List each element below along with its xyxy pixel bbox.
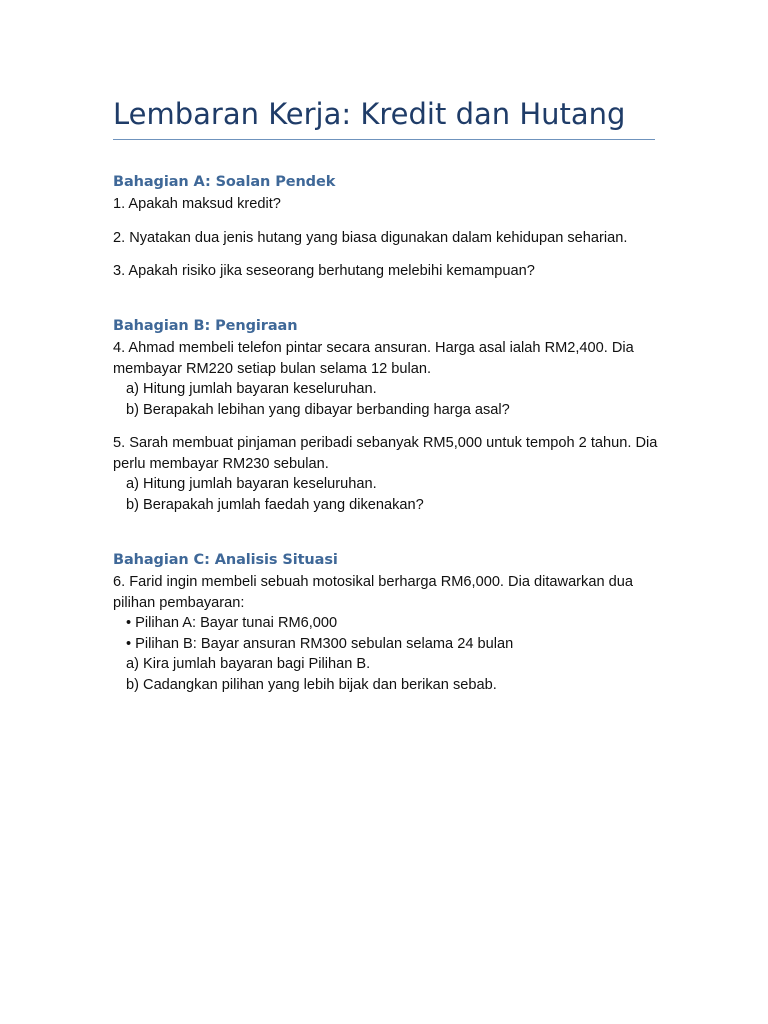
question-4-part-a: a) Hitung jumlah bayaran keseluruhan. bbox=[126, 381, 377, 397]
section-a bbox=[113, 171, 658, 282]
question-6-part-a: a) Kira jumlah bayaran bagi Pilihan B. bbox=[126, 656, 371, 672]
question-6-option-b: • Pilihan B: Bayar ansuran RM300 sebulan selama 24 bulan bbox=[126, 635, 514, 652]
question-5: 5. Sarah membuat pinjaman peribadi sebanyak RM5,000 untuk tempoh 2 tahun. Dia perlu membayar RM230 sebulan. bbox=[113, 435, 658, 472]
question-6-part-b: b) Cadangkan pilihan yang lebih bijak dan berikan sebab. bbox=[126, 676, 497, 693]
title-divider bbox=[113, 139, 655, 140]
question-3: 3. Apakah risiko jika seseorang berhutang melebihi kemampuan? bbox=[113, 263, 535, 279]
question-6-option-a: • Pilihan A: Bayar tunai RM6,000 bbox=[126, 615, 338, 631]
question-2: 2. Nyatakan dua jenis hutang yang biasa digunakan dalam kehidupan seharian. bbox=[113, 229, 628, 246]
question-5-part-b: b) Berapakah jumlah faedah yang dikenakan? bbox=[126, 496, 424, 513]
section-b bbox=[113, 315, 658, 515]
section-a-heading: Bahagian A: Soalan Pendek bbox=[113, 174, 336, 190]
question-6: 6. Farid ingin membeli sebuah motosikal berharga RM6,000. Dia ditawarkan dua pilihan pembayaran: bbox=[113, 574, 633, 611]
section-c bbox=[113, 549, 658, 695]
question-4: 4. Ahmad membeli telefon pintar secara ansuran. Harga asal ialah RM2,400. Dia membayar RM220 setiap bulan selama 12 bulan. bbox=[113, 340, 634, 377]
question-4-part-b: b) Berapakah lebihan yang dibayar berbanding harga asal? bbox=[126, 401, 510, 418]
question-5-part-a: a) Hitung jumlah bayaran keseluruhan. bbox=[126, 476, 377, 492]
section-c-heading: Bahagian C: Analisis Situasi bbox=[113, 552, 338, 568]
page-title: Lembaran Kerja: Kredit dan Hutang bbox=[113, 97, 626, 131]
question-1: 1. Apakah maksud kredit? bbox=[113, 196, 281, 212]
section-b-heading: Bahagian B: Pengiraan bbox=[113, 318, 298, 334]
